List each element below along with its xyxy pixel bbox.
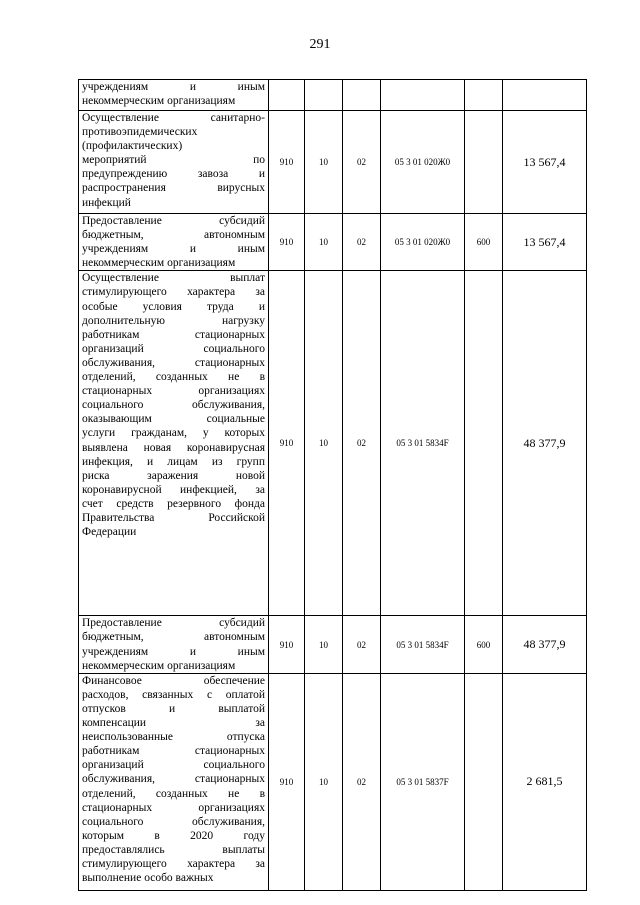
target-article-cell: 05 3 01 5834F (381, 616, 465, 673)
expense-name-line: некоммерческим организациям (82, 95, 236, 108)
ministry-code-cell: 910 (269, 616, 305, 673)
expense-name-line: отделений, созданных не в (82, 371, 265, 384)
expense-name-line: выявлена новая коронавирусная (82, 441, 265, 454)
expense-name-line: Осуществление выплат (82, 272, 265, 285)
expense-name-line: компенсации за (82, 717, 265, 730)
table-row (79, 80, 587, 111)
expense-name-line: которым в 2020 году (82, 829, 265, 842)
expense-name-line: обслуживания, стационарных (82, 356, 265, 369)
expense-name-line: отделений, созданных не в (82, 787, 265, 800)
target-article-cell: 05 3 01 020Ж0 (381, 111, 465, 214)
section-code-cell: 10 (305, 673, 343, 890)
expense-name-cell (79, 111, 269, 214)
expense-name-line: распространения вирусных (82, 182, 265, 195)
amount-cell: 13 567,4 (503, 214, 587, 271)
expense-name-line: предупреждению завоза и (82, 168, 265, 181)
amount-cell: 48 377,9 (503, 616, 587, 673)
expense-type-cell: 600 (465, 616, 503, 673)
expense-name-cell (79, 80, 269, 111)
amount-cell: 13 567,4 (503, 111, 587, 214)
expense-name-line: инфекций (82, 196, 131, 209)
ministry-code-cell: 910 (269, 271, 305, 616)
budget-table (78, 79, 587, 891)
expense-name-line: организаций социального (82, 342, 265, 355)
expense-name-line: услуги гражданам, у которых (82, 427, 265, 440)
expense-name-line: расходов, связанных с оплатой (82, 688, 265, 701)
expense-name-line: стимулирующего характера за (82, 857, 265, 870)
expense-name-line: стимулирующего характера за (82, 286, 265, 299)
expense-name-line: дополнительную нагрузку (82, 314, 265, 327)
expense-name-line: Предоставление субсидий (82, 215, 265, 227)
section-code-cell: 10 (305, 271, 343, 616)
amount-cell: 48 377,9 (503, 271, 587, 616)
expense-name-line: некоммерческим организациям (82, 257, 236, 270)
expense-name-line: организаций социального (82, 759, 265, 772)
expense-name-line: Предоставление субсидий (82, 617, 265, 630)
ministry-code-cell: 910 (269, 111, 305, 214)
expense-type-cell (465, 673, 503, 890)
expense-type-cell (465, 271, 503, 616)
expense-name-line: некоммерческим организациям (82, 659, 236, 672)
expense-name-line: оказывающим социальные (82, 413, 265, 426)
expense-name-cell (79, 616, 269, 673)
target-article-cell: 05 3 01 020Ж0 (381, 214, 465, 271)
subsection-code-cell: 02 (343, 673, 381, 890)
ministry-code-cell: 910 (269, 214, 305, 271)
expense-name-line: Правительства Российской (82, 511, 265, 524)
expense-name-line: обслуживания, стационарных (82, 773, 265, 786)
expense-name-line: противоэпидемических (82, 126, 198, 139)
expense-name-line: социального обслуживания, (82, 815, 265, 828)
section-code-cell: 10 (305, 616, 343, 673)
expense-name-line: особые условия труда и (82, 300, 265, 313)
table-row (79, 673, 587, 890)
table-row (79, 271, 587, 616)
expense-name-line: стационарных организациях (82, 385, 265, 398)
expense-name-line: работникам стационарных (82, 328, 265, 341)
target-article-cell: 05 3 01 5837F (381, 673, 465, 890)
table-row (79, 111, 587, 214)
expense-name-line: (профилактических) (82, 140, 183, 153)
amount-cell: 2 681,5 (503, 673, 587, 890)
expense-name-line: отпусков и выплатой (82, 702, 265, 715)
expense-name-line: выполнение особо важных (82, 872, 214, 885)
expense-name-line: мероприятий по (82, 154, 265, 167)
expense-name-cell (79, 214, 269, 271)
expense-name-line: неиспользованные отпуска (82, 731, 265, 744)
target-article-cell: 05 3 01 5834F (381, 271, 465, 616)
expense-type-cell (465, 80, 503, 111)
expense-name-line: бюджетным, автономным (82, 631, 265, 644)
expense-name-line: коронавирусной инфекцией, за (82, 483, 265, 496)
expense-name-line: счет средств резервного фонда (82, 497, 265, 510)
table-row (79, 616, 587, 673)
section-code-cell: 10 (305, 214, 343, 271)
expense-name-line: работникам стационарных (82, 745, 265, 758)
expense-name-cell (79, 271, 269, 616)
expense-name-line: учреждениям и иным (82, 243, 265, 256)
expense-name-line: бюджетным, автономным (82, 229, 265, 242)
expense-type-cell (465, 111, 503, 214)
expense-name-line: социального обслуживания, (82, 399, 265, 412)
table-row (79, 214, 587, 271)
subsection-code-cell: 02 (343, 271, 381, 616)
expense-name-line: Осуществление санитарно- (82, 112, 265, 124)
expense-name-line: стационарных организациях (82, 801, 265, 814)
expense-name-line: Финансовое обеспечение (82, 674, 265, 687)
expense-name-line: инфекция, и лицам из групп (82, 455, 265, 468)
subsection-code-cell: 02 (343, 616, 381, 673)
amount-cell (503, 80, 587, 111)
section-code-cell: 10 (305, 111, 343, 214)
page-number: 291 (309, 37, 331, 52)
ministry-code-cell (269, 80, 305, 111)
subsection-code-cell: 02 (343, 214, 381, 271)
expense-name-line: учреждениям и иным (82, 645, 265, 658)
ministry-code-cell: 910 (269, 673, 305, 890)
target-article-cell (381, 80, 465, 111)
subsection-code-cell (343, 80, 381, 111)
expense-name-line: учреждениям и иным (82, 81, 265, 93)
expense-name-line: Федерации (82, 526, 137, 539)
subsection-code-cell: 02 (343, 111, 381, 214)
expense-name-cell (79, 673, 269, 890)
expense-type-cell: 600 (465, 214, 503, 271)
expense-name-line: риска заражения новой (82, 469, 265, 482)
section-code-cell (305, 80, 343, 111)
expense-name-line: предоставлялись выплаты (82, 843, 265, 856)
